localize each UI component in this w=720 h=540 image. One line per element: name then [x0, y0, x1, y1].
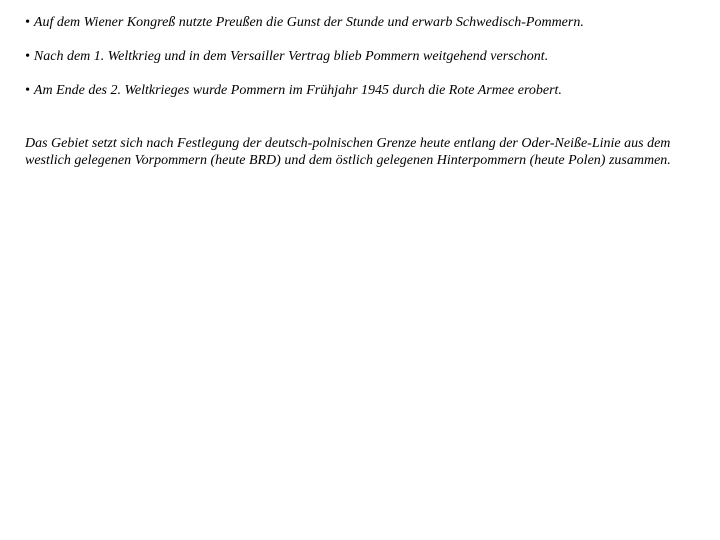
bullet-item-versailler-vertrag	[25, 48, 710, 65]
bullet-text: Auf dem Wiener Kongreß nutzte Preußen die Gunst der Stunde und erwarb Schwedisch-Pommern.	[33, 15, 584, 30]
bullet-list	[25, 14, 710, 116]
bullet-icon: •	[25, 15, 30, 30]
bullet-item-ende-weltkrieg	[25, 82, 710, 99]
bullet-item-wiener-kongress	[25, 14, 710, 31]
bullet-text: Nach dem 1. Weltkrieg und in dem Versailler Vertrag blieb Pommern weitgehend verschont.	[33, 49, 549, 64]
body-paragraph: Das Gebiet setzt sich nach Festlegung der deutsch-polnischen Grenze heute entlang der Oder-Neiße-Linie aus dem westlich gelegenen Vorpommern (heute BRD) und dem östlich gelegenen Hinterpommern (heute Polen) zusammen.	[25, 136, 671, 168]
bullet-icon: •	[25, 49, 30, 64]
bullet-icon: •	[25, 83, 30, 98]
bullet-text: Am Ende des 2. Weltkrieges wurde Pommern im Frühjahr 1945 durch die Rote Armee erobert.	[33, 83, 562, 98]
